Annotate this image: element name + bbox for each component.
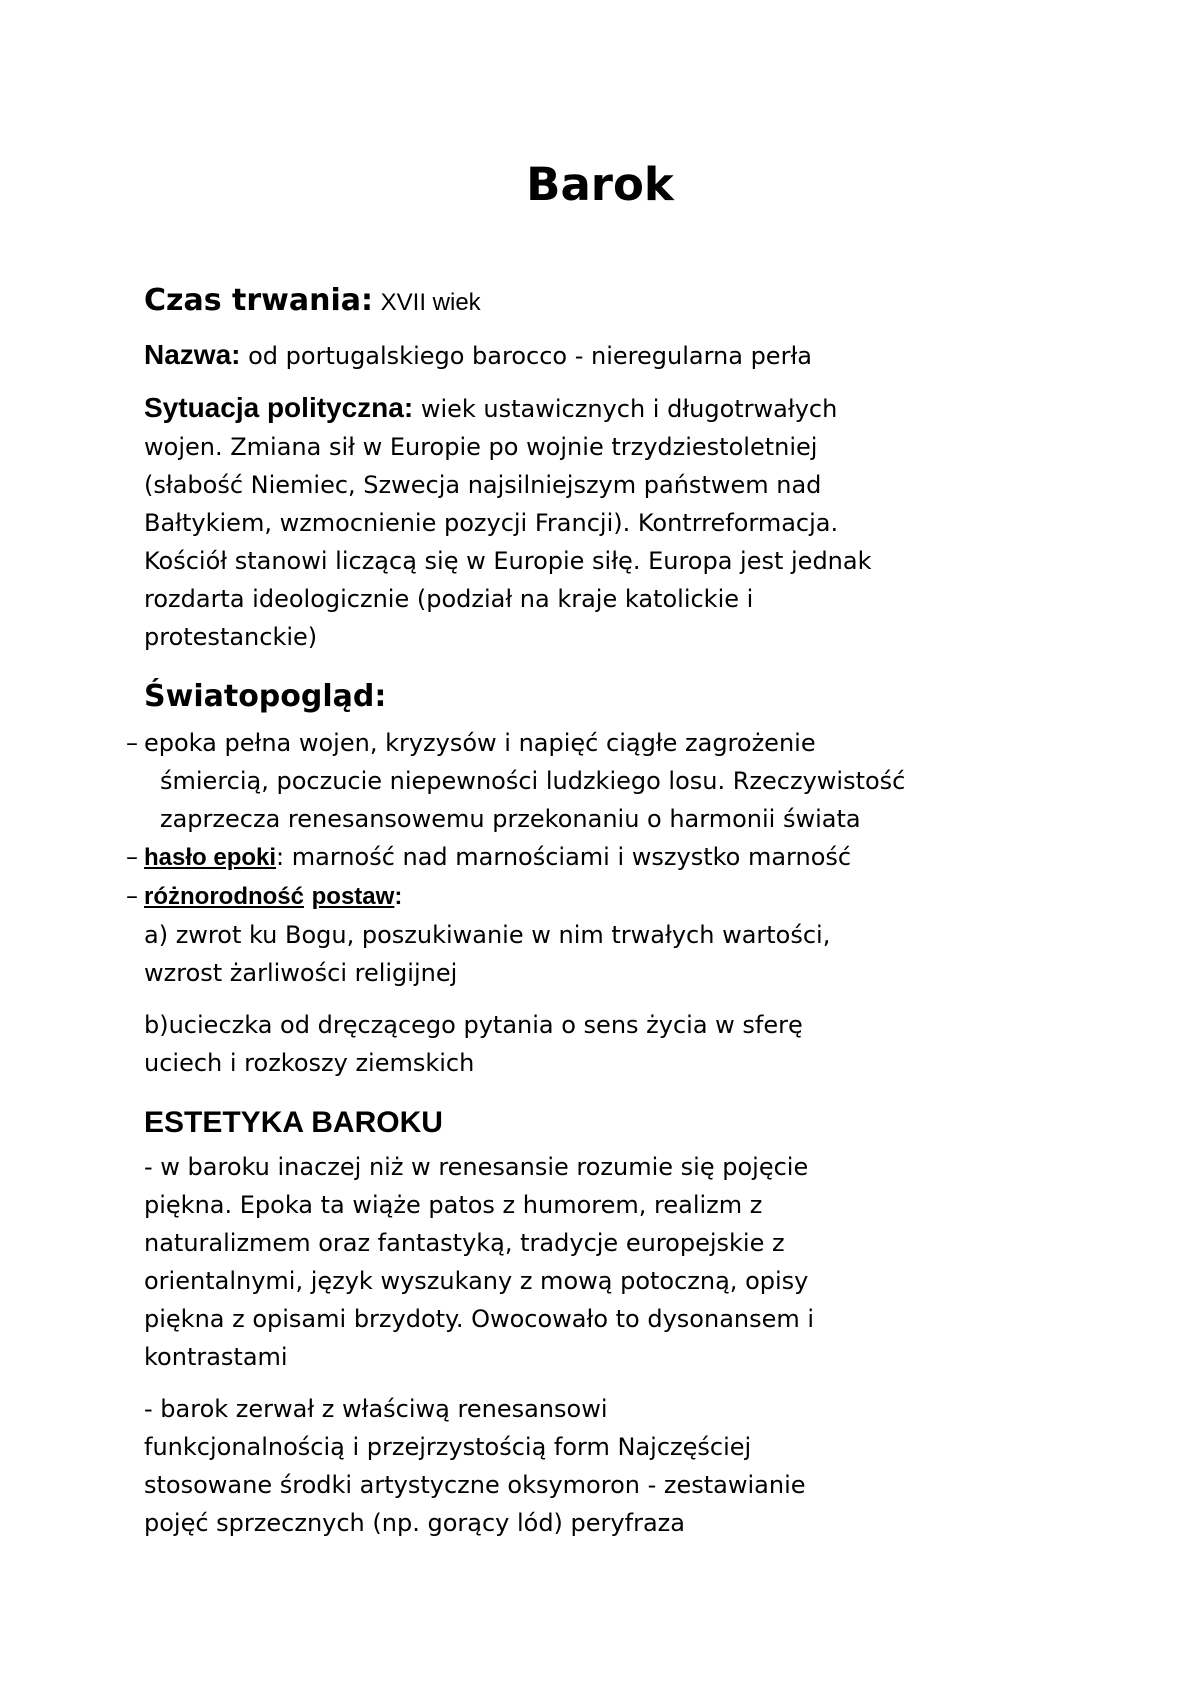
item-b-line: uciech i rozkoszy ziemskich — [144, 1049, 475, 1077]
estetyka-line: funkcjonalnością i przejrzystością form Najczęściej — [144, 1433, 752, 1461]
bullet-line: epoka pełna wojen, kryzysów i napięć ciągłe zagrożenie — [144, 729, 816, 757]
sytuacja-line: wojen. Zmiana sił w Europie po wojnie trzydziestoletniej — [144, 433, 818, 461]
postaw-label: postaw — [311, 883, 395, 910]
sytuacja-label: Sytuacja polityczna: — [144, 392, 414, 423]
czas-value: XVII wiek — [380, 289, 481, 316]
sytuacja-line: Kościół stanowi liczącą się w Europie siłę. Europa jest jednak — [144, 547, 872, 575]
roznorodnosc-label: różnorodność — [144, 883, 304, 910]
nazwa-label: Nazwa: — [144, 339, 241, 370]
swiatopoglad-bullet-1 — [126, 724, 1074, 838]
bullet-dash: – — [126, 843, 138, 871]
sytuacja-line: protestanckie) — [144, 623, 318, 651]
item-a-line: wzrost żarliwości religijnej — [144, 959, 458, 987]
bullet-dash: – — [126, 729, 138, 757]
czas-trwania-line — [144, 282, 1074, 322]
page-title: Barok — [526, 158, 674, 211]
nazwa-value: od portugalskiego barocco - nieregularna perła — [248, 342, 812, 370]
estetyka-line: pojęć sprzecznych (np. gorący lód) peryfraza — [144, 1509, 685, 1537]
postaw-colon: : — [394, 883, 403, 910]
czas-label: Czas trwania: — [144, 283, 373, 318]
sytuacja-text-1: wiek ustawicznych i długotrwałych — [420, 395, 838, 423]
estetyka-line: - barok zerwał z właściwą renesansowi — [144, 1395, 608, 1423]
bullet-line: zaprzecza renesansowemu przekonaniu o harmonii świata — [160, 805, 861, 833]
estetyka-line: piękna. Epoka ta wiąże patos z humorem, realizm z — [144, 1191, 763, 1219]
estetyka-line: kontrastami — [144, 1343, 288, 1371]
estetyka-line: stosowane środki artystyczne oksymoron - zestawianie — [144, 1471, 806, 1499]
estetyka-line: orientalnymi, język wyszukany z mową potoczną, opisy — [144, 1267, 809, 1295]
sytuacja-line: (słabość Niemiec, Szwecja najsilniejszym państwem nad — [144, 471, 822, 499]
estetyka-paragraph-1 — [144, 1148, 1074, 1376]
bullet-line: śmiercią, poczucie niepewności ludzkiego losu. Rzeczywistość — [160, 767, 906, 795]
estetyka-line: - w baroku inaczej niż w renesansie rozumie się pojęcie — [144, 1153, 809, 1181]
sytuacja-line-1 — [144, 389, 1074, 428]
estetyka-line: naturalizmem oraz fantastyką, tradycje europejskie z — [144, 1229, 785, 1257]
estetyka-paragraph-2 — [144, 1390, 1074, 1542]
estetyka-line: piękna z opisami brzydoty. Owocowało to dysonansem i — [144, 1305, 815, 1333]
sytuacja-line: Bałtykiem, wzmocnienie pozycji Francji). Kontrreformacja. — [144, 509, 839, 537]
sytuacja-paragraph — [144, 389, 1074, 656]
estetyka-heading: ESTETYKA BAROKU — [144, 1106, 443, 1139]
swiatopoglad-bullet-3 — [126, 877, 1074, 916]
sytuacja-line: rozdarta ideologicznie (podział na kraje katolickie i — [144, 585, 754, 613]
item-a-line: a) zwrot ku Bogu, poszukiwanie w nim trwałych wartości, — [144, 921, 831, 949]
document-body — [126, 282, 1074, 1542]
haslo-epoki-label: hasło epoki — [144, 844, 277, 871]
swiatopoglad-bullet-2 — [126, 838, 1074, 877]
item-b-line: b)ucieczka od dręczącego pytania o sens życia w sferę — [144, 1011, 803, 1039]
bullet-dash: – — [126, 882, 138, 910]
haslo-epoki-text: : marność nad marnościami i wszystko marność — [276, 843, 852, 871]
swiatopoglad-heading: Światopogląd: — [144, 679, 387, 714]
nazwa-line — [144, 336, 1074, 375]
